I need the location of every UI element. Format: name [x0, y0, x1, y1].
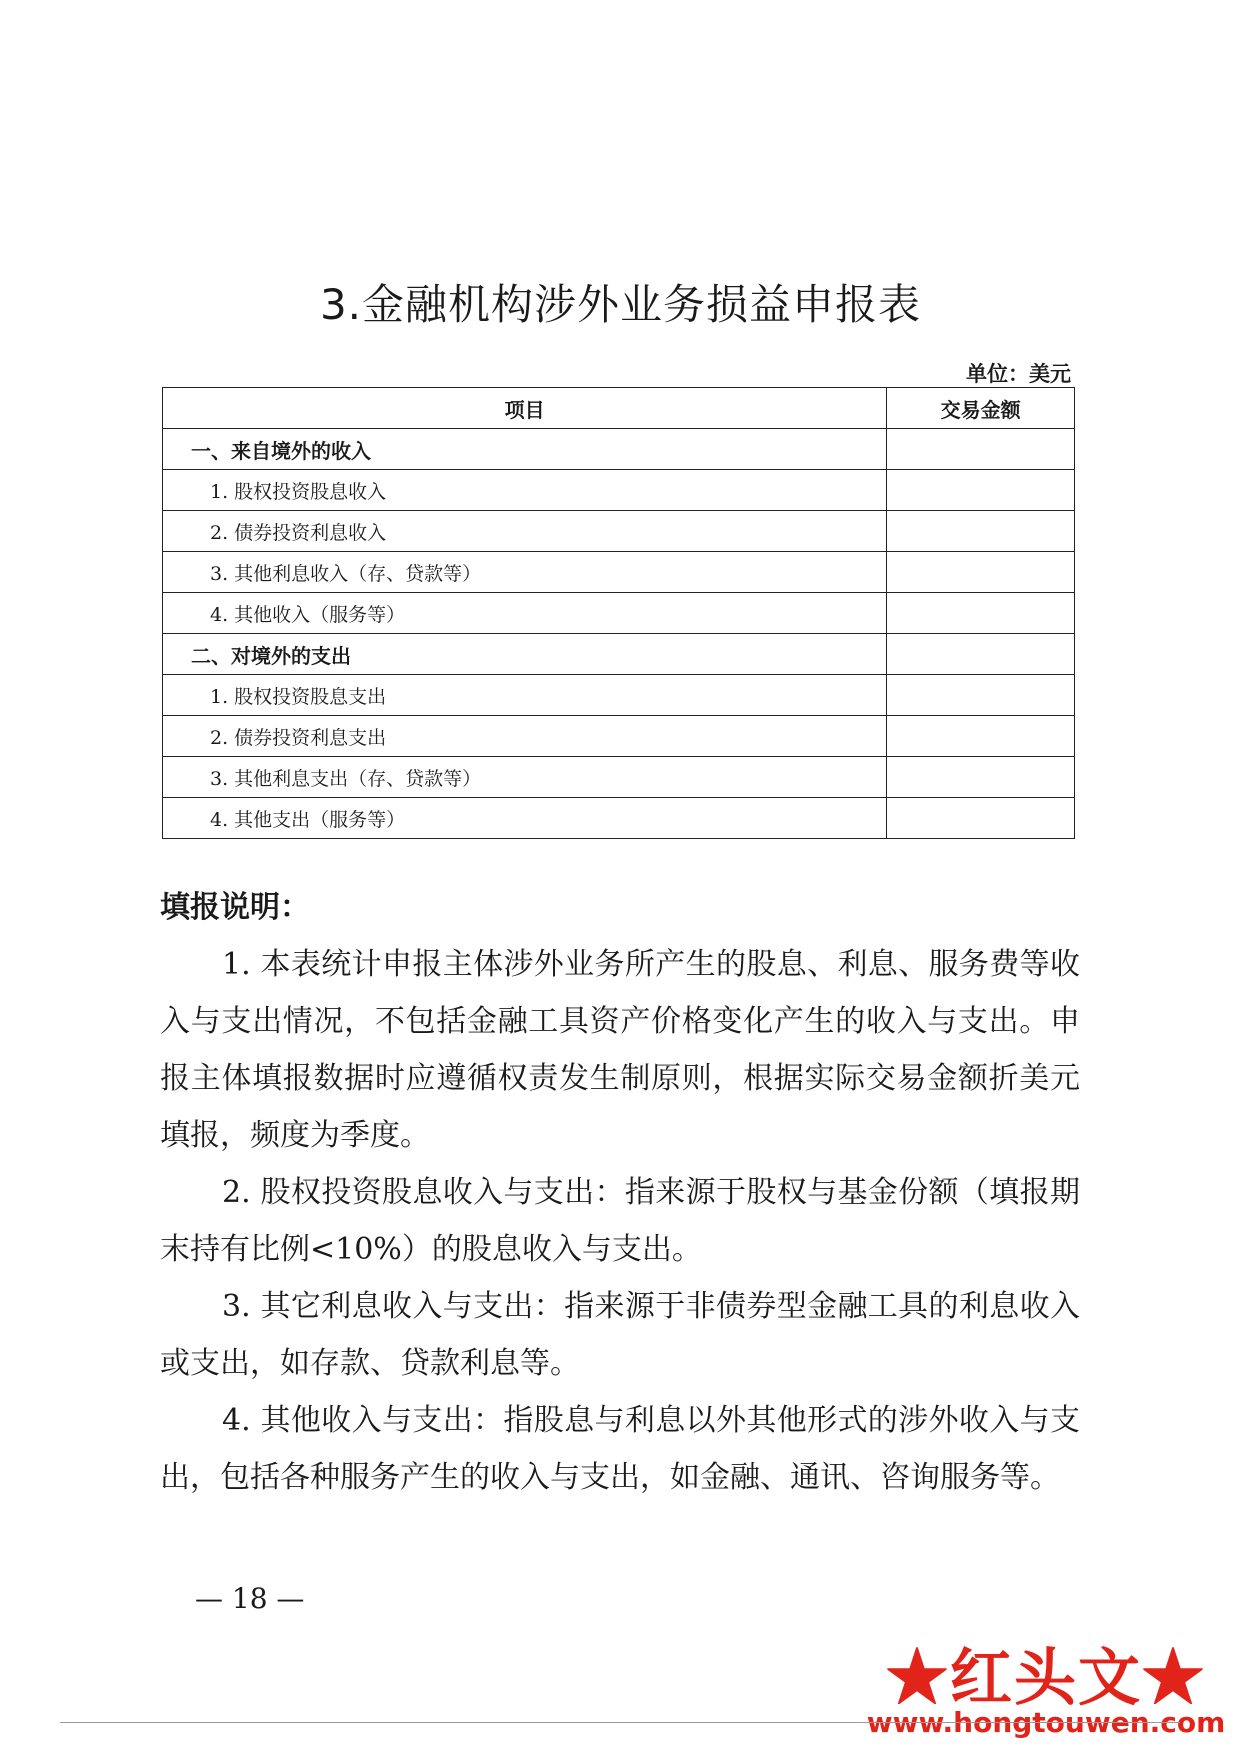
note-paragraph-4: 4. 其他收入与支出：指股息与利息以外其他形式的涉外收入与支出，包括各种服务产生的收入与支出，如金融、通讯、咨询服务等。 — [160, 1403, 1080, 1495]
amount-cell[interactable] — [887, 634, 1075, 675]
watermark-logo — [856, 1628, 1236, 1748]
watermark-url: www.hongtouwen.com — [866, 1706, 1226, 1739]
unit-label: 单位：美元 — [966, 362, 1071, 386]
amount-cell[interactable] — [887, 716, 1075, 757]
item-label: 4. 其他支出（服务等） — [163, 798, 887, 839]
section-label: 二、对境外的支出 — [163, 634, 887, 675]
page-title: 3.金融机构涉外业务损益申报表 — [319, 280, 922, 329]
table-row — [163, 593, 1075, 634]
table-row — [163, 798, 1075, 839]
amount-cell[interactable] — [887, 798, 1075, 839]
item-label: 3. 其他利息支出（存、贷款等） — [163, 757, 887, 798]
table-row — [163, 470, 1075, 511]
amount-cell[interactable] — [887, 593, 1075, 634]
header-item: 项目 — [163, 388, 887, 429]
amount-cell[interactable] — [887, 470, 1075, 511]
footer-divider — [60, 1722, 1180, 1723]
amount-cell[interactable] — [887, 511, 1075, 552]
table-body — [163, 429, 1075, 839]
notes-body — [160, 936, 1080, 1506]
table-row — [163, 429, 1075, 470]
item-label: 2. 债券投资利息收入 — [163, 511, 887, 552]
table-row — [163, 716, 1075, 757]
note-paragraph-2: 2. 股权投资股息收入与支出：指来源于股权与基金份额（填报期末持有比例<10%）的股息收入与支出。 — [160, 1175, 1080, 1267]
table-header-row — [163, 388, 1075, 429]
notes-heading: 填报说明： — [160, 890, 310, 925]
note-paragraph-1: 1. 本表统计申报主体涉外业务所产生的股息、利息、服务费等收入与支出情况，不包括金融工具资产价格变化产生的收入与支出。申报主体填报数据时应遵循权责发生制原则，根据实际交易金额折美元填报，频度为季度。 — [160, 947, 1080, 1153]
item-label: 1. 股权投资股息支出 — [163, 675, 887, 716]
item-label: 1. 股权投资股息收入 — [163, 470, 887, 511]
amount-cell[interactable] — [887, 757, 1075, 798]
item-label: 2. 债券投资利息支出 — [163, 716, 887, 757]
watermark-title: ★红头文★ — [885, 1641, 1206, 1714]
table-row — [163, 552, 1075, 593]
table-row — [163, 675, 1075, 716]
page-number: — 18 — — [195, 1582, 305, 1615]
amount-cell[interactable] — [887, 675, 1075, 716]
table-row — [163, 757, 1075, 798]
amount-cell[interactable] — [887, 552, 1075, 593]
item-label: 4. 其他收入（服务等） — [163, 593, 887, 634]
table-row — [163, 634, 1075, 675]
amount-cell[interactable] — [887, 429, 1075, 470]
report-table — [162, 387, 1075, 839]
item-label: 3. 其他利息收入（存、贷款等） — [163, 552, 887, 593]
note-paragraph-3: 3. 其它利息收入与支出：指来源于非债券型金融工具的利息收入或支出，如存款、贷款利息等。 — [160, 1289, 1080, 1381]
section-label: 一、来自境外的收入 — [163, 429, 887, 470]
table-row — [163, 511, 1075, 552]
header-amount: 交易金额 — [887, 388, 1075, 429]
